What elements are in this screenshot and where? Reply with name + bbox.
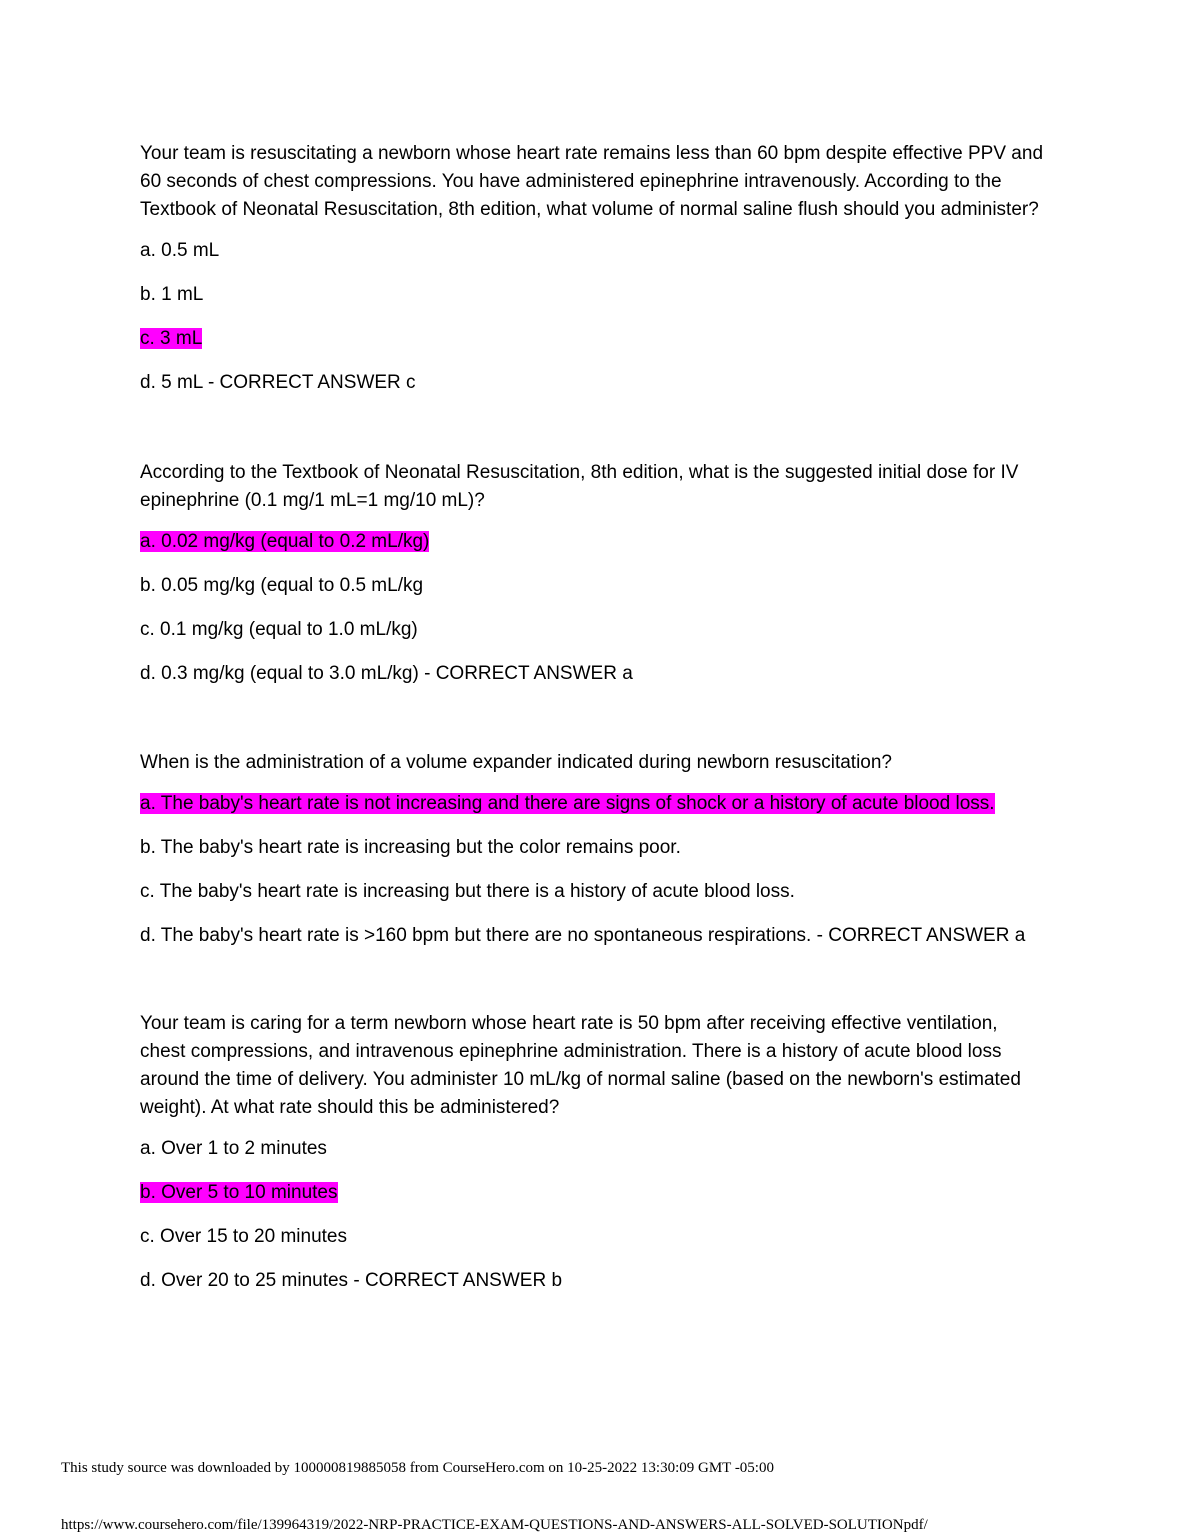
question-prompt: Your team is resuscitating a newborn whose heart rate remains less than 60 bpm despite effective PPV and 60 seconds of chest compressions. You have administered epinephrine intravenously. According to the Textbook of Neonatal Resuscitation, 8th edition, what volume of normal saline flush should you administer? — [140, 143, 1044, 220]
answer-option: c. The baby's heart rate is increasing but there is a history of acute blood loss. — [140, 881, 795, 902]
highlighted-answer: a. The baby's heart rate is not increasing and there are signs of shock or a history of acute blood loss. — [140, 793, 995, 814]
question-block-2 — [140, 459, 1045, 686]
answer-option: c. 0.1 mg/kg (equal to 1.0 mL/kg) — [140, 619, 418, 640]
highlighted-answer: a. 0.02 mg/kg (equal to 0.2 mL/kg) — [140, 531, 430, 552]
question-prompt: According to the Textbook of Neonatal Resuscitation, 8th edition, what is the suggested initial dose for IV epinephrine (0.1 mg/1 mL=1 mg/10 mL)? — [140, 462, 1019, 511]
answer-option: b. 1 mL — [140, 284, 204, 305]
answer-option: c. Over 15 to 20 minutes — [140, 1226, 347, 1247]
question-block-4 — [140, 1010, 1045, 1293]
question-block-3 — [140, 749, 1045, 948]
answer-option-highlighted — [140, 1181, 1045, 1205]
question-prompt: When is the administration of a volume expander indicated during newborn resuscitation? — [140, 752, 892, 773]
answer-option-highlighted — [140, 530, 1045, 554]
highlighted-answer: b. Over 5 to 10 minutes — [140, 1182, 338, 1203]
highlighted-answer: c. 3 mL — [140, 328, 203, 349]
answer-option-with-key: d. Over 20 to 25 minutes - CORRECT ANSWER b — [140, 1270, 563, 1291]
answer-option-with-key: d. The baby's heart rate is >160 bpm but there are no spontaneous respirations. - CORRECT ANSWER a — [140, 925, 1026, 946]
download-source-notice: This study source was downloaded by 100000819885058 from CourseHero.com on 10-25-2022 13:30:09 GMT -05:00 — [61, 1460, 774, 1476]
answer-option: b. 0.05 mg/kg (equal to 0.5 mL/kg — [140, 575, 424, 596]
answer-option-highlighted — [140, 327, 1045, 351]
answer-option: b. The baby's heart rate is increasing but the color remains poor. — [140, 837, 681, 858]
answer-option-with-key: d. 5 mL - CORRECT ANSWER c — [140, 372, 416, 393]
question-block-1 — [140, 140, 1045, 395]
question-prompt: Your team is caring for a term newborn whose heart rate is 50 bpm after receiving effective ventilation, chest compressions, and intravenous epinephrine administration. There is a history of acute blood loss around the time of delivery. You administer 10 mL/kg of normal saline (based on the newborn's estimated weight). At what rate should this be administered? — [140, 1013, 1021, 1118]
answer-option-highlighted — [140, 792, 1045, 816]
answer-option-with-key: d. 0.3 mg/kg (equal to 3.0 mL/kg) - CORRECT ANSWER a — [140, 663, 633, 684]
source-url[interactable]: https://www.coursehero.com/file/139964319/2022-NRP-PRACTICE-EXAM-QUESTIONS-AND-ANSWERS-ALL-SOLVED-SOLUTIONpdf/ — [61, 1517, 928, 1533]
answer-option: a. Over 1 to 2 minutes — [140, 1138, 327, 1159]
document-body — [140, 140, 1045, 1357]
answer-option: a. 0.5 mL — [140, 240, 220, 261]
